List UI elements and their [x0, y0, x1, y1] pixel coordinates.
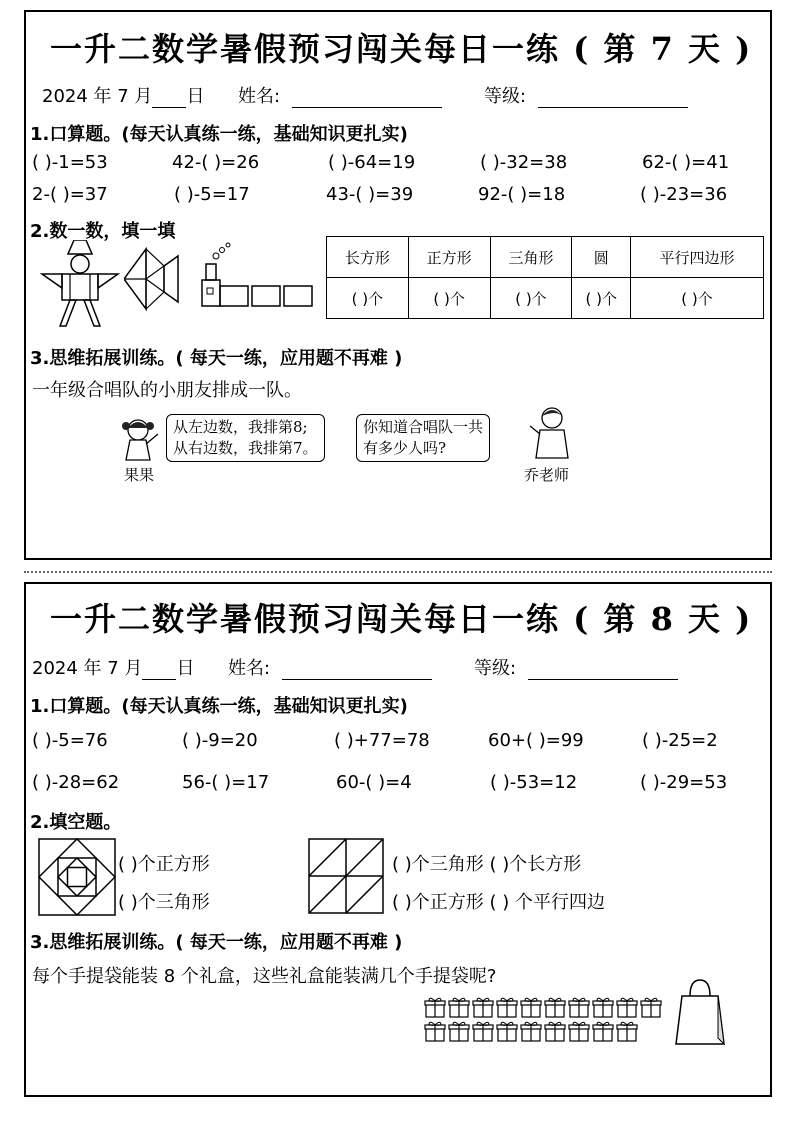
name-blank[interactable] — [292, 89, 442, 108]
name-blank[interactable] — [282, 661, 432, 680]
calc-1-5: ( )-25=2 — [642, 730, 718, 751]
date-line — [32, 654, 194, 680]
calc-2-3: 43-( )=39 — [326, 184, 414, 205]
calc-1-1: ( )-5=76 — [32, 730, 108, 751]
gift-box-icon — [568, 996, 590, 1018]
gift-box-icon — [544, 1020, 566, 1042]
grade-field — [484, 82, 688, 108]
answer-rectangle[interactable]: ( )个 — [327, 278, 409, 319]
date-line — [42, 82, 204, 108]
name-teacher: 乔老师 — [524, 466, 570, 484]
gift-box-icon — [448, 996, 470, 1018]
gift-box-icon — [520, 1020, 542, 1042]
header-parallelogram: 平行四边形 — [631, 237, 764, 278]
header-square: 正方形 — [408, 237, 490, 278]
gift-box-icon — [520, 996, 542, 1018]
header-triangle: 三角形 — [490, 237, 572, 278]
section-2-title: 2.填空题。 — [30, 812, 122, 833]
date-label: 2024 年 7 月 — [42, 86, 153, 107]
bubble-line: 你知道合唱队一共 — [363, 418, 484, 436]
table-answer-row — [327, 278, 764, 319]
robot-shape-figure-icon — [40, 240, 120, 328]
date-day-label: 日 — [176, 658, 195, 679]
header-circle: 圆 — [572, 237, 631, 278]
header-rectangle: 长方形 — [327, 237, 409, 278]
fill-square-count: ( )个正方形 — [118, 854, 210, 875]
calc-1-3: ( )+77=78 — [334, 730, 430, 751]
calc-2-4: 92-( )=18 — [478, 184, 566, 205]
shopping-bag-icon — [674, 978, 726, 1046]
date-label: 2024 年 7 月 — [32, 658, 143, 679]
calc-1-2: ( )-9=20 — [182, 730, 258, 751]
gift-box-icon — [592, 1020, 614, 1042]
gift-box-icon — [568, 1020, 590, 1042]
calc-1-1: ( )-1=53 — [32, 152, 108, 173]
grade-blank[interactable] — [538, 89, 688, 108]
gift-box-icon — [496, 1020, 518, 1042]
bubble-line: 从右边数，我排第7。 — [173, 439, 318, 457]
grade-label: 等级: — [484, 86, 527, 107]
section-2-title: 2.数一数，填一填 — [30, 221, 176, 242]
calc-2-5: ( )-23=36 — [640, 184, 728, 205]
calc-2-1: 2-( )=37 — [32, 184, 108, 205]
gift-box-icon — [640, 996, 662, 1018]
name-field — [238, 82, 442, 108]
calc-2-2: ( )-5=17 — [174, 184, 250, 205]
grade-blank[interactable] — [528, 661, 678, 680]
speech-bubble-teacher — [356, 414, 490, 462]
girl-guoguo-icon — [118, 416, 162, 462]
gift-box-icon — [472, 1020, 494, 1042]
grade-field — [474, 654, 678, 680]
name-label: 姓名: — [228, 658, 271, 679]
name-label: 姓名: — [238, 86, 281, 107]
train-shape-figure-icon — [198, 240, 316, 310]
nested-squares-figure-icon — [38, 838, 116, 916]
page-title: 一升二数学暑假预习闯关每日一练 ( 第 8 天 ) — [50, 600, 753, 638]
calc-1-4: ( )-32=38 — [480, 152, 568, 173]
answer-circle[interactable]: ( )个 — [572, 278, 631, 319]
answer-parallelogram[interactable]: ( )个 — [631, 278, 764, 319]
gift-box-icon — [616, 996, 638, 1018]
calc-2-1: ( )-28=62 — [32, 772, 120, 793]
worksheet-day8 — [24, 582, 772, 1097]
calc-1-4: 60+( )=99 — [488, 730, 584, 751]
page-divider — [24, 571, 772, 573]
bubble-line: 从左边数，我排第8; — [173, 418, 308, 436]
answer-triangle[interactable]: ( )个 — [490, 278, 572, 319]
calc-1-3: ( )-64=19 — [328, 152, 416, 173]
word-problem: 一年级合唱队的小朋友排成一队。 — [32, 380, 302, 401]
section-3-title: 3.思维拓展训练。( 每天一练，应用题不再难 ) — [30, 348, 403, 369]
gift-box-icon — [496, 996, 518, 1018]
grade-label: 等级: — [474, 658, 517, 679]
word-problem: 每个手提袋能装 8 个礼盒，这些礼盒能装满几个手提袋呢? — [32, 966, 497, 987]
gift-box-icon — [472, 996, 494, 1018]
page-title: 一升二数学暑假预习闯关每日一练 ( 第 7 天 ) — [50, 30, 753, 68]
calc-2-2: 56-( )=17 — [182, 772, 270, 793]
gift-box-icon — [616, 1020, 638, 1042]
calc-1-2: 42-( )=26 — [172, 152, 260, 173]
gift-box-icon — [424, 1020, 446, 1042]
day-blank[interactable] — [152, 89, 186, 108]
gift-box-icon — [544, 996, 566, 1018]
teacher-qiao-icon — [526, 404, 574, 460]
calc-1-5: 62-( )=41 — [642, 152, 730, 173]
shape-count-table — [326, 236, 764, 319]
gift-boxes-group — [424, 996, 668, 1048]
fill-triangle-rect-count: ( )个三角形 ( )个长方形 — [392, 854, 582, 875]
fill-triangle-count: ( )个三角形 — [118, 892, 210, 913]
fish-shape-figure-icon — [124, 244, 180, 314]
bubble-line: 有多少人吗? — [363, 439, 447, 457]
fill-square-parallelogram-count: ( )个正方形 ( ) 个平行四边 — [392, 892, 605, 913]
date-day-label: 日 — [186, 86, 205, 107]
table-header-row — [327, 237, 764, 278]
gift-box-icon — [448, 1020, 470, 1042]
name-field — [228, 654, 432, 680]
calc-2-5: ( )-29=53 — [640, 772, 728, 793]
grid-triangles-figure-icon — [308, 838, 384, 914]
section-1-title: 1.口算题。(每天认真练一练，基础知识更扎实) — [30, 696, 408, 717]
worksheet-day7 — [24, 10, 772, 560]
section-3-title: 3.思维拓展训练。( 每天一练，应用题不再难 ) — [30, 932, 403, 953]
day-blank[interactable] — [142, 661, 176, 680]
calc-2-3: 60-( )=4 — [336, 772, 412, 793]
section-1-title: 1.口算题。(每天认真练一练，基础知识更扎实) — [30, 124, 408, 145]
gift-box-icon — [424, 996, 446, 1018]
calc-2-4: ( )-53=12 — [490, 772, 578, 793]
name-guoguo: 果果 — [124, 466, 155, 484]
answer-square[interactable]: ( )个 — [408, 278, 490, 319]
gift-box-icon — [592, 996, 614, 1018]
speech-bubble-guoguo — [166, 414, 325, 462]
